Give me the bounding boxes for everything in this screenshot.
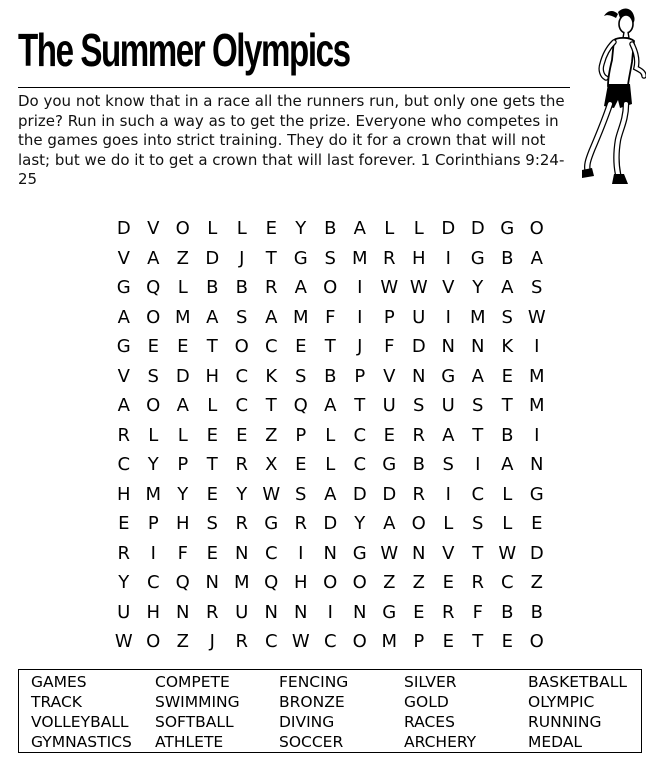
word-list-item: DIVING xyxy=(279,713,335,731)
grid-letter: U xyxy=(441,395,455,416)
grid-letter: O xyxy=(352,572,367,593)
grid-letter: N xyxy=(294,601,308,623)
grid-letter: N xyxy=(205,572,219,593)
grid-letter: E xyxy=(206,542,218,564)
grid-letter: S xyxy=(442,454,454,475)
grid-letter: D xyxy=(323,513,338,534)
grid-letter: N xyxy=(412,542,426,564)
grid-letter: R xyxy=(471,572,484,593)
grid-letter: J xyxy=(209,631,215,652)
grid-letter: C xyxy=(353,424,367,446)
word-list-item: COMPETE xyxy=(155,673,230,691)
grid-letter: I xyxy=(534,424,540,446)
grid-letter: L xyxy=(325,454,336,475)
grid-letter: E xyxy=(295,336,307,357)
grid-letter: D xyxy=(411,336,426,357)
grid-letter: L xyxy=(502,513,513,534)
word-list-item: BRONZE xyxy=(279,693,345,711)
grid-letter: O xyxy=(352,631,367,652)
grid-letter: O xyxy=(529,631,544,652)
grid-letter: M xyxy=(469,306,486,328)
word-list-item: MEDAL xyxy=(528,733,583,751)
grid-letter: O xyxy=(146,631,161,652)
grid-letter: S xyxy=(147,365,159,387)
grid-letter: S xyxy=(236,306,248,328)
grid-letter: J xyxy=(357,336,363,357)
grid-letter: A xyxy=(117,306,130,328)
grid-letter: R xyxy=(264,277,278,298)
grid-letter: B xyxy=(324,365,337,387)
grid-letter: A xyxy=(501,454,514,475)
grid-letter: E xyxy=(501,365,513,387)
word-list-item: ATHLETE xyxy=(155,733,224,751)
grid-letter: I xyxy=(445,483,451,505)
grid-letter: S xyxy=(472,395,484,416)
grid-letter: P xyxy=(295,424,307,446)
grid-letter: D xyxy=(382,483,397,505)
grid-letter: Y xyxy=(118,572,130,593)
grid-letter: I xyxy=(298,542,304,564)
grid-letter: T xyxy=(501,395,513,416)
grid-letter: G xyxy=(293,247,308,269)
grid-letter: E xyxy=(442,631,454,652)
grid-letter: G xyxy=(441,365,456,387)
grid-letter: D xyxy=(352,483,367,505)
grid-letter: L xyxy=(207,395,218,416)
title-divider xyxy=(18,87,570,88)
grid-letter: D xyxy=(529,542,544,564)
grid-letter: R xyxy=(235,631,248,652)
grid-letter: A xyxy=(147,247,160,269)
grid-letter: E xyxy=(236,424,248,446)
grid-letter: G xyxy=(352,542,367,564)
grid-letter: Q xyxy=(293,395,308,416)
grid-letter: M xyxy=(528,395,545,416)
grid-letter: H xyxy=(411,247,426,269)
grid-letter: M xyxy=(174,306,191,328)
grid-letter: N xyxy=(471,336,485,357)
grid-letter: R xyxy=(235,454,248,475)
grid-letter: R xyxy=(205,601,219,623)
grid-letter: L xyxy=(384,218,395,239)
grid-letter: A xyxy=(294,277,307,298)
word-list-item: VOLLEYBALL xyxy=(31,713,129,731)
grid-letter: S xyxy=(413,395,425,416)
grid-letter: E xyxy=(206,483,218,505)
scripture-verse: Do you not know that in a race all the runners run, but only one gets the prize? Run in such a way as to get the prize. Everyone who competes in the games goes into strict training. They do it for a crown that will not last; but we do it to get a crown that will last forever. 1 Corinthians 9:24-25 xyxy=(18,92,565,188)
page-title: The Summer Olympics xyxy=(18,24,350,76)
grid-letter: A xyxy=(324,395,337,416)
grid-letter: S xyxy=(531,277,543,298)
grid-letter: I xyxy=(475,454,481,475)
grid-letter: Z xyxy=(530,572,543,593)
grid-letter: M xyxy=(351,247,368,269)
word-list-item: BASKETBALL xyxy=(528,673,628,691)
grid-letter: U xyxy=(235,601,249,623)
grid-letter: H xyxy=(205,365,220,387)
grid-letter: Y xyxy=(177,483,189,505)
grid-letter: T xyxy=(206,454,218,475)
grid-letter: H xyxy=(116,483,131,505)
grid-letter: C xyxy=(500,572,514,593)
grid-letter: A xyxy=(117,395,130,416)
grid-letter: C xyxy=(264,542,278,564)
grid-letter: M xyxy=(528,365,545,387)
grid-letter: A xyxy=(176,395,189,416)
grid-letter: S xyxy=(501,306,513,328)
grid-letter: P xyxy=(383,306,395,328)
grid-letter: W xyxy=(114,631,133,652)
word-list-box xyxy=(18,669,642,753)
grid-letter: R xyxy=(441,601,455,623)
word-list-item: SWIMMING xyxy=(155,693,240,711)
grid-letter: T xyxy=(265,395,277,416)
word-list-item: SOFTBALL xyxy=(155,713,234,731)
grid-letter: W xyxy=(291,631,310,652)
grid-letter: I xyxy=(534,336,540,357)
grid-letter: E xyxy=(413,601,425,623)
grid-letter: Q xyxy=(175,572,190,593)
grid-letter: C xyxy=(353,454,367,475)
grid-letter: H xyxy=(175,513,190,534)
grid-letter: D xyxy=(441,218,456,239)
grid-letter: M xyxy=(292,306,309,328)
grid-letter: E xyxy=(531,513,543,534)
grid-letter: L xyxy=(325,424,336,446)
grid-letter: W xyxy=(380,542,399,564)
grid-letter: E xyxy=(177,336,189,357)
grid-letter: I xyxy=(357,306,363,328)
grid-letter: A xyxy=(353,218,366,239)
grid-letter: F xyxy=(472,601,483,623)
grid-letter: W xyxy=(380,277,399,298)
grid-letter: G xyxy=(116,336,131,357)
grid-letter: R xyxy=(235,513,248,534)
grid-letter: V xyxy=(147,218,160,239)
grid-letter: Z xyxy=(412,572,425,593)
word-list-item: SOCCER xyxy=(279,733,344,751)
grid-letter: T xyxy=(324,336,336,357)
grid-letter: O xyxy=(411,513,426,534)
grid-letter: S xyxy=(295,365,307,387)
grid-letter: E xyxy=(295,454,307,475)
grid-letter: D xyxy=(205,247,220,269)
grid-letter: D xyxy=(175,365,190,387)
grid-letter: P xyxy=(147,513,159,534)
grid-letter: S xyxy=(206,513,218,534)
grid-letter: E xyxy=(383,424,395,446)
grid-letter: G xyxy=(382,601,397,623)
grid-letter: O xyxy=(146,306,161,328)
grid-letter: I xyxy=(150,542,156,564)
grid-letter: M xyxy=(145,483,162,505)
grid-letter: F xyxy=(384,336,395,357)
grid-letter: X xyxy=(265,454,278,475)
grid-letter: C xyxy=(146,572,160,593)
grid-letter: P xyxy=(177,454,189,475)
grid-letter: G xyxy=(470,247,485,269)
grid-letter: I xyxy=(445,247,451,269)
grid-letter: A xyxy=(442,424,455,446)
grid-letter: F xyxy=(325,306,336,328)
grid-letter: L xyxy=(443,513,454,534)
grid-letter: G xyxy=(529,483,544,505)
grid-letter: S xyxy=(472,513,484,534)
grid-letter: C xyxy=(323,631,337,652)
grid-letter: V xyxy=(117,247,130,269)
grid-letter: O xyxy=(529,218,544,239)
grid-letter: Z xyxy=(176,631,189,652)
grid-letter: S xyxy=(295,483,307,505)
grid-letter: V xyxy=(117,365,130,387)
grid-letter: C xyxy=(235,365,249,387)
grid-letter: Y xyxy=(472,277,484,298)
grid-letter: H xyxy=(146,601,161,623)
grid-letter: N xyxy=(323,542,337,564)
grid-letter: U xyxy=(117,601,131,623)
grid-letter: T xyxy=(472,424,484,446)
grid-letter: L xyxy=(207,218,218,239)
grid-letter: N xyxy=(530,454,544,475)
grid-letter: B xyxy=(206,277,219,298)
grid-letter: L xyxy=(177,424,188,446)
grid-letter: B xyxy=(501,247,514,269)
word-list-item: FENCING xyxy=(279,673,349,691)
grid-letter: C xyxy=(235,395,249,416)
grid-letter: W xyxy=(527,306,546,328)
word-list-item: RACES xyxy=(404,713,455,731)
word-list-item: OLYMPIC xyxy=(528,693,595,711)
grid-letter: I xyxy=(445,306,451,328)
grid-letter: N xyxy=(412,365,426,387)
grid-letter: N xyxy=(353,601,367,623)
grid-letter: O xyxy=(323,277,338,298)
grid-letter: B xyxy=(235,277,248,298)
grid-letter: A xyxy=(383,513,396,534)
runner-icon xyxy=(574,4,646,190)
grid-letter: P xyxy=(354,365,366,387)
grid-letter: K xyxy=(265,365,278,387)
grid-letter: O xyxy=(234,336,249,357)
grid-letter: V xyxy=(383,365,396,387)
grid-letter: Y xyxy=(236,483,248,505)
grid-letter: E xyxy=(501,631,513,652)
word-search-grid xyxy=(109,214,551,658)
grid-letter: R xyxy=(294,513,307,534)
grid-letter: R xyxy=(412,424,425,446)
grid-letter: B xyxy=(324,218,337,239)
grid-letter: S xyxy=(324,247,336,269)
word-list-item: GOLD xyxy=(404,693,449,711)
word-list-item: TRACK xyxy=(31,693,82,711)
grid-letter: L xyxy=(177,277,188,298)
grid-letter: F xyxy=(177,542,188,564)
grid-letter: L xyxy=(236,218,247,239)
grid-letter: K xyxy=(501,336,514,357)
grid-letter: V xyxy=(442,277,455,298)
word-list-item: SILVER xyxy=(404,673,457,691)
grid-letter: T xyxy=(472,631,484,652)
grid-letter: Z xyxy=(176,247,189,269)
grid-letter: E xyxy=(442,572,454,593)
grid-letter: A xyxy=(265,306,278,328)
grid-letter: E xyxy=(265,218,277,239)
grid-letter: Y xyxy=(295,218,307,239)
grid-letter: I xyxy=(327,601,333,623)
grid-letter: T xyxy=(206,336,218,357)
grid-letter: B xyxy=(501,424,514,446)
grid-letter: E xyxy=(118,513,130,534)
grid-letter: N xyxy=(235,542,249,564)
grid-letter: N xyxy=(264,601,278,623)
grid-letter: A xyxy=(471,365,484,387)
grid-letter: M xyxy=(381,631,398,652)
grid-letter: W xyxy=(262,483,281,505)
grid-letter: G xyxy=(382,454,397,475)
grid-letter: V xyxy=(442,542,455,564)
grid-letter: R xyxy=(412,483,425,505)
grid-letter: E xyxy=(206,424,218,446)
grid-letter: W xyxy=(409,277,428,298)
grid-letter: A xyxy=(324,483,337,505)
word-list-item: ARCHERY xyxy=(404,733,477,751)
grid-letter: B xyxy=(412,454,425,475)
grid-letter: N xyxy=(176,601,190,623)
grid-letter: Y xyxy=(354,513,366,534)
word-list-item: GAMES xyxy=(31,673,87,691)
grid-letter: L xyxy=(502,483,513,505)
grid-letter: M xyxy=(233,572,250,593)
grid-letter: C xyxy=(471,483,485,505)
grid-letter: G xyxy=(116,277,131,298)
grid-letter: O xyxy=(323,572,338,593)
grid-letter: L xyxy=(413,218,424,239)
grid-letter: A xyxy=(206,306,219,328)
grid-letter: U xyxy=(412,306,426,328)
grid-letter: G xyxy=(264,513,279,534)
grid-letter: Q xyxy=(146,277,161,298)
grid-letter: I xyxy=(357,277,363,298)
grid-letter: U xyxy=(382,395,396,416)
grid-letter: Q xyxy=(264,572,279,593)
word-list-item: GYMNASTICS xyxy=(31,733,132,751)
grid-letter: D xyxy=(116,218,131,239)
grid-letter: R xyxy=(382,247,396,269)
grid-letter: P xyxy=(413,631,425,652)
grid-letter: H xyxy=(293,572,308,593)
grid-letter: W xyxy=(498,542,517,564)
grid-letter: R xyxy=(117,424,130,446)
grid-letter: R xyxy=(117,542,130,564)
grid-letter: G xyxy=(500,218,515,239)
word-list-item: RUNNING xyxy=(528,713,602,731)
grid-letter: O xyxy=(146,395,161,416)
grid-letter: Z xyxy=(383,572,396,593)
grid-letter: T xyxy=(354,395,366,416)
grid-letter: C xyxy=(264,336,278,357)
grid-letter: O xyxy=(175,218,190,239)
grid-letter: Y xyxy=(147,454,159,475)
grid-letter: L xyxy=(148,424,159,446)
grid-letter: E xyxy=(147,336,159,357)
grid-letter: C xyxy=(264,631,278,652)
grid-letter: J xyxy=(239,247,245,269)
grid-letter: A xyxy=(530,247,543,269)
grid-letter: C xyxy=(117,454,131,475)
grid-letter: T xyxy=(265,247,277,269)
grid-letter: N xyxy=(441,336,455,357)
grid-letter: Z xyxy=(265,424,278,446)
grid-letter: B xyxy=(501,601,514,623)
grid-letter: A xyxy=(501,277,514,298)
grid-letter: T xyxy=(472,542,484,564)
grid-letter: D xyxy=(470,218,485,239)
grid-letter: B xyxy=(530,601,543,623)
